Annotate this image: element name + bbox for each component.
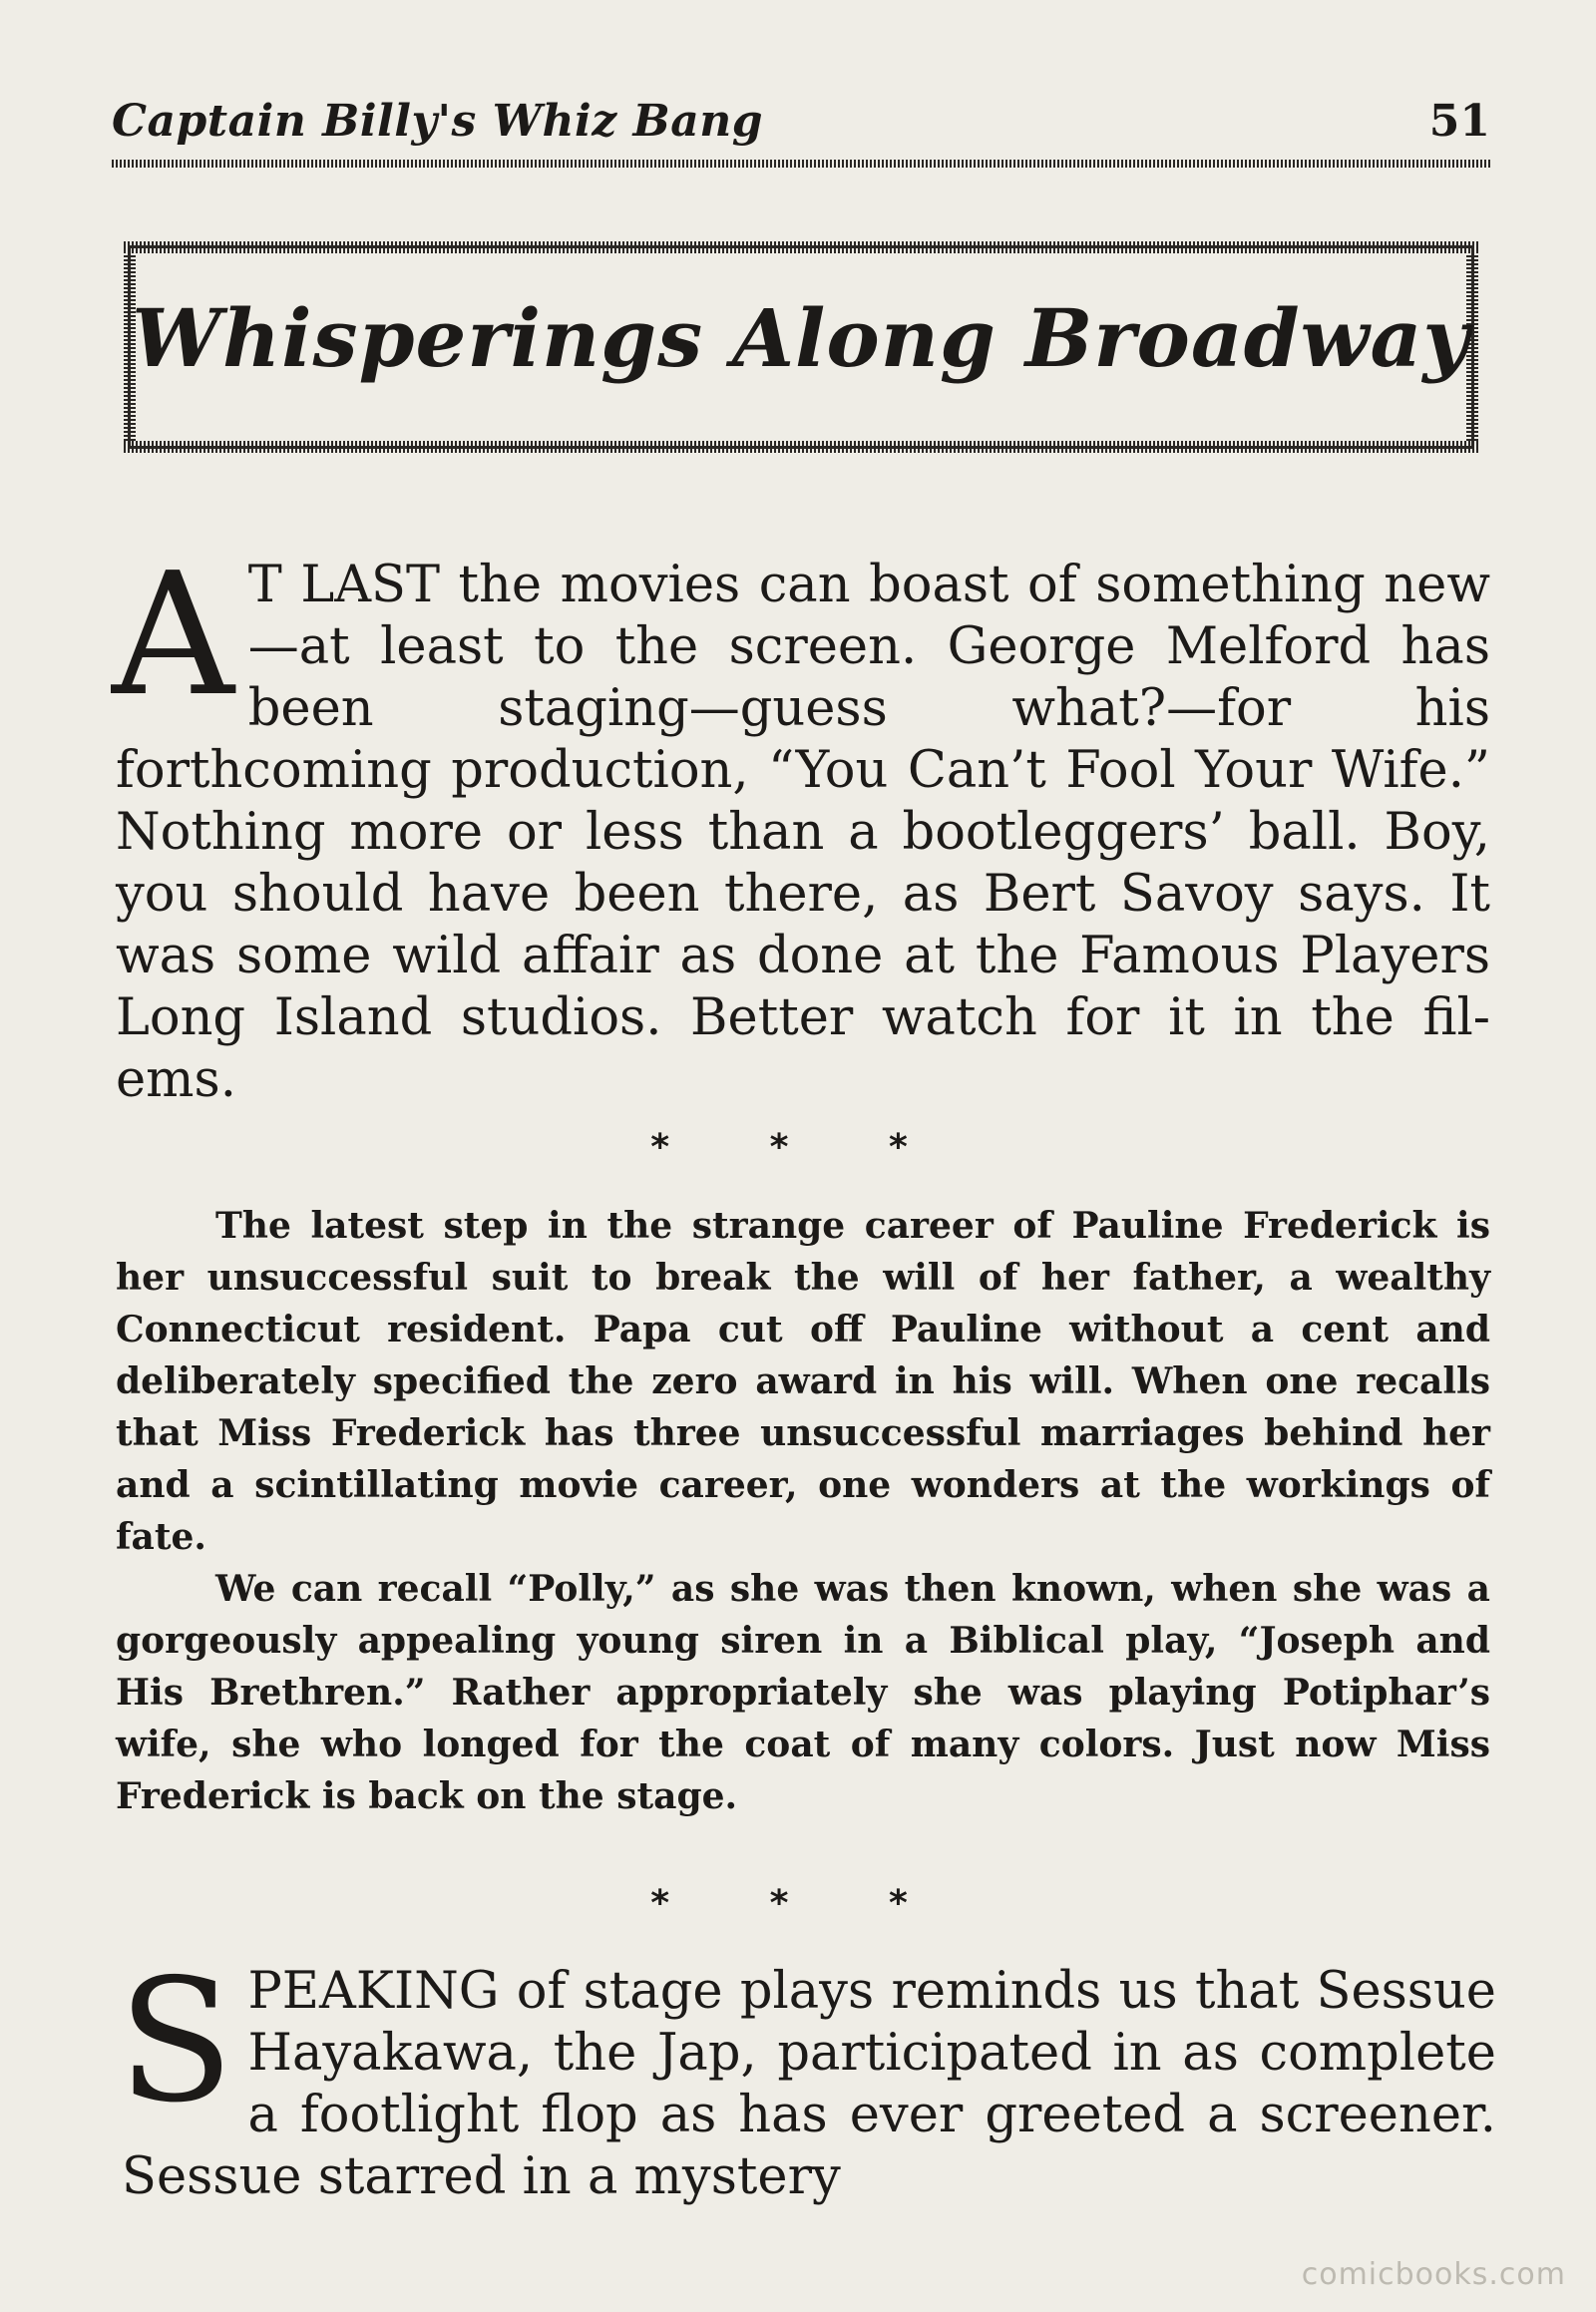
page-number: 51 (1428, 96, 1490, 147)
section-separator: * * * (650, 1883, 952, 1924)
article-sessue-hayakawa (118, 1943, 1496, 2208)
article-paragraph: We can recall “Polly,” as she was then known, when she was a gorgeously appealing young siren in a Biblical play, “Joseph and His Brethren.” Rather appropriately she was playing Potiphar’s wife, she who longed for the coat of many colors. Just now Miss Frederick is back on the stage. (116, 1568, 1490, 1817)
section-heading: Whisperings Along Broadway (132, 291, 1470, 385)
section-separator: * * * (650, 1127, 952, 1168)
article-pauline-frederick (116, 1200, 1490, 1822)
drop-cap: A (112, 537, 234, 734)
header-rule (112, 160, 1490, 168)
section-banner (112, 229, 1490, 465)
drop-cap: S (118, 1943, 234, 2140)
article-text: T LAST the movies can boast of something new—at least to the screen. George Melford has been staging—guess what?—for his forthcoming production, “You Can’t Fool Your Wife.” Nothing more or less than a bootleggers’ ball. Boy, you should have been there, as Bert Savoy says. It was some wild affair as done at the Famous Players Long Island studios. Better watch for it in the fil-ems. (116, 556, 1490, 1109)
watermark: comicbooks.com (1301, 2257, 1566, 2292)
article-paragraph: The latest step in the strange career of Pauline Frederick is her unsuccessful suit to break the will of her father, a wealthy Connecticut resident. Papa cut off Pauline without a cent and deliberately specified the zero award in his will. When one recalls that Miss Frederick has three unsuccessful marriages behind her and a scintillating movie career, one wonders at the workings of fate. (116, 1205, 1490, 1558)
article-bootleggers-ball (112, 537, 1490, 1111)
running-header (112, 96, 1490, 154)
article-text: PEAKING of stage plays reminds us that Sessue Hayakawa, the Jap, participated in as complete a footlight flop as has ever greeted a screener. Sessue starred in a mystery (122, 1962, 1496, 2206)
magazine-title: Captain Billy's Whiz Bang (112, 96, 763, 147)
